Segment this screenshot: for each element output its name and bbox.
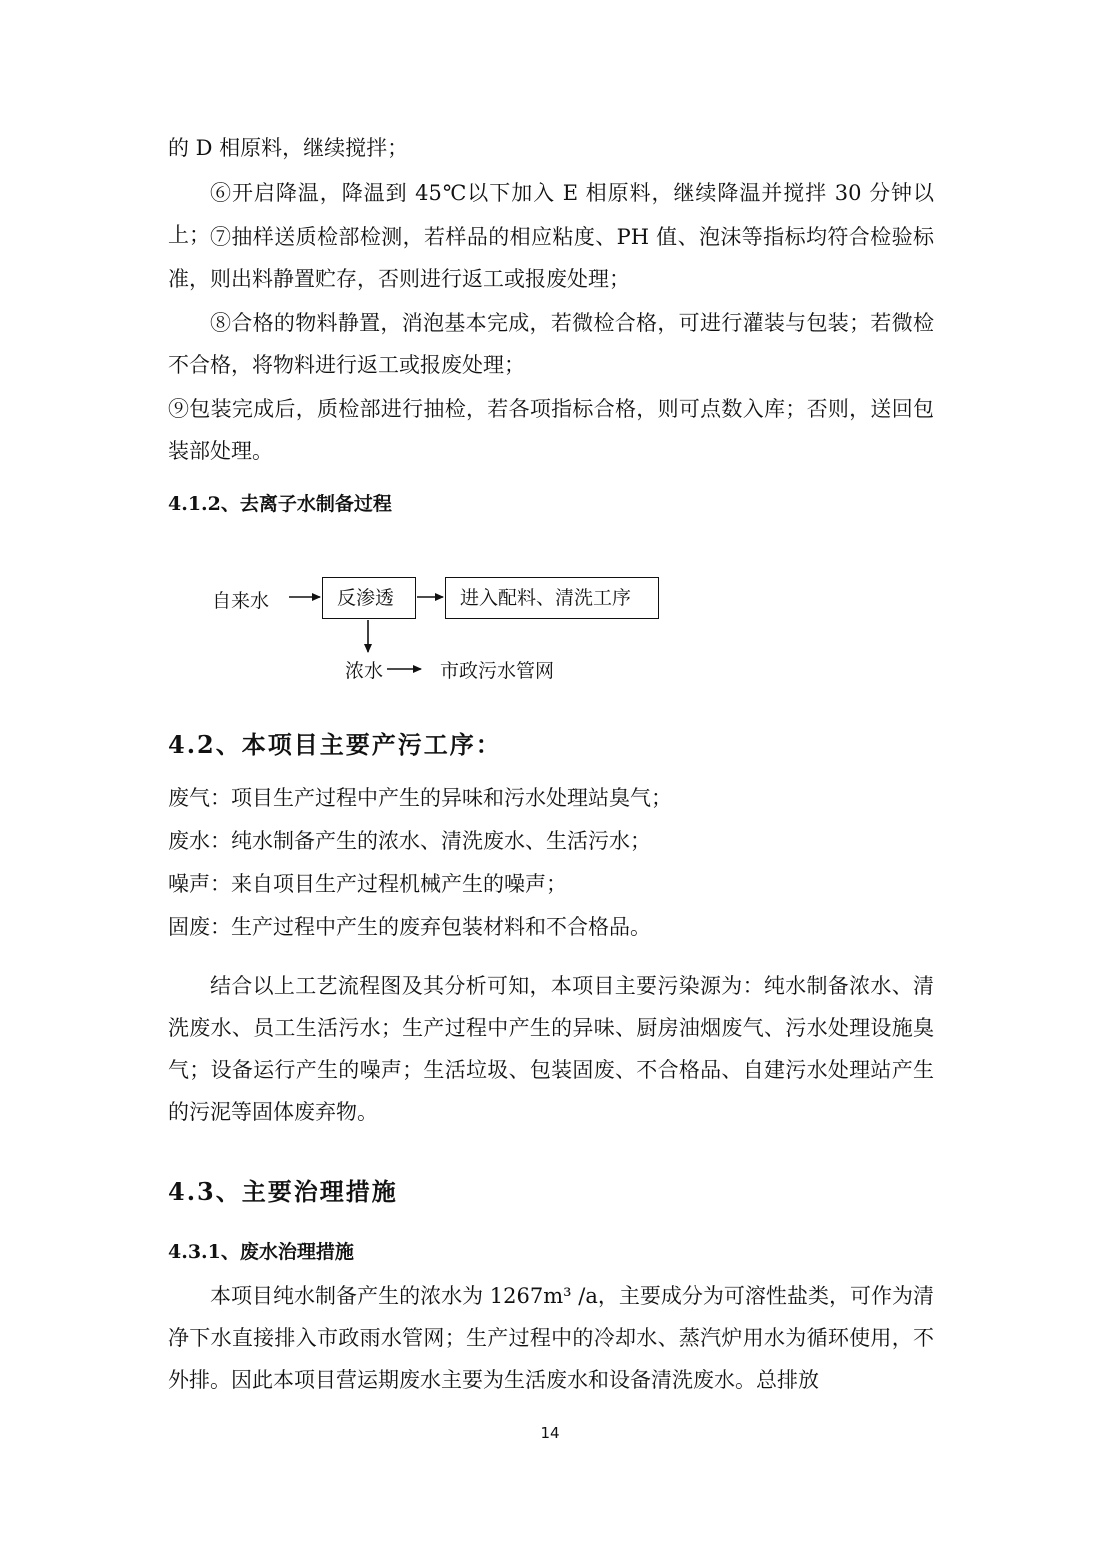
flow-output-box (445, 577, 659, 619)
heading-4-2: 4.2、本项目主要产污工序： (168, 730, 502, 759)
paragraph-d-phase: 的 D 相原料，继续搅拌； (168, 136, 409, 160)
wastewater-paragraph: 本项目纯水制备产生的浓水为 1267m³ /a，主要成分为可溶性盐类，可作为清净下水直接排入市政雨水管网；生产过程中的冷却水、蒸汽炉用水为循环使用，不外排。因此本项目营运期废水主要为生活废水和设备清洗废水。总排放 (168, 1284, 934, 1392)
heading-4-3-1: 4.3.1、废水治理措施 (168, 1241, 354, 1263)
pollution-item-exhaust: 废气：项目生产过程中产生的异味和污水处理站臭气； (168, 786, 672, 810)
page-number: 14 (540, 1424, 560, 1442)
heading-4-1-2: 4.1.2、去离子水制备过程 (168, 493, 392, 515)
paragraph-step-8: ⑧合格的物料静置，消泡基本完成，若微检合格，可进行灌装与包装；若微检不合格，将物料进行返工或报废处理； (168, 311, 934, 377)
paragraph-step-6: ⑥开启降温，降温到 45℃以下加入 E 相原料，继续降温并搅拌 30 分钟以上； (168, 181, 934, 247)
pollution-item-noise: 噪声：来自项目生产过程机械产生的噪声； (168, 872, 567, 896)
paragraph-step-7: ⑦抽样送质检部检测，若样品的相应粘度、PH 值、泡沫等指标均符合检验标准，则出料静置贮存，否则进行返工或报废处理； (168, 225, 934, 291)
flow-process-label: 反渗透 (337, 587, 395, 609)
summary-paragraph: 结合以上工艺流程图及其分析可知，本项目主要污染源为：纯水制备浓水、清洗废水、员工生活污水；生产过程中产生的异味、厨房油烟废气、污水处理设施臭气；设备运行产生的噪声；生活垃圾、包装固废、不合格品、自建污水处理站产生的污泥等固体废弃物。 (168, 974, 934, 1124)
flow-waste-label: 浓水 (345, 660, 384, 682)
flow-process-box (322, 577, 416, 619)
flow-output-label: 进入配料、清洗工序 (460, 587, 632, 609)
flow-input-label: 自来水 (212, 590, 270, 612)
pollution-item-wastewater: 废水：纯水制备产生的浓水、清洗废水、生活污水； (168, 829, 651, 853)
heading-4-3: 4.3、主要治理措施 (168, 1177, 398, 1206)
flow-waste-destination-label: 市政污水管网 (440, 660, 555, 682)
pollution-item-solid-waste: 固废：生产过程中产生的废弃包装材料和不合格品。 (168, 915, 651, 939)
paragraph-step-9: ⑨包装完成后，质检部进行抽检，若各项指标合格，则可点数入库；否则，送回包装部处理。 (168, 397, 934, 463)
